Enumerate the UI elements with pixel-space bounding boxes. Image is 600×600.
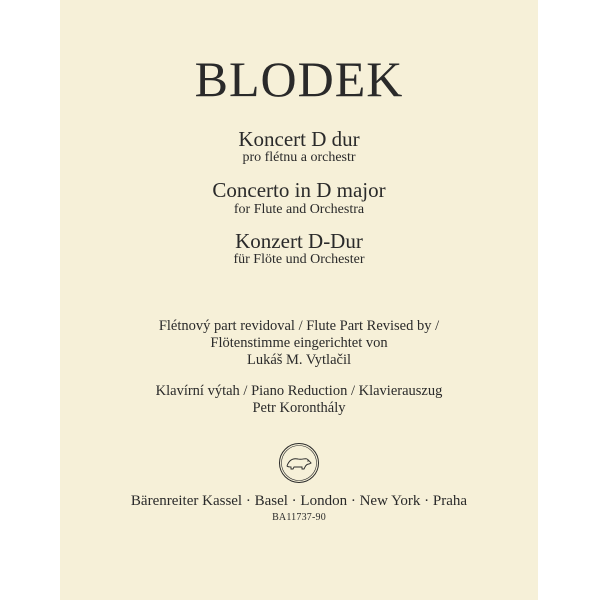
flute-credit-line-1: Flétnový part revidoval / Flute Part Revised by /: [158, 318, 440, 334]
composer-name: BLODEK: [194, 51, 404, 107]
score-cover: [60, 0, 538, 600]
subtitle-czech: pro flétnu a orchestr: [242, 150, 356, 165]
piano-arranger-name: Petr Koronthály: [252, 400, 346, 416]
subtitle-english: for Flute and Orchestra: [233, 202, 365, 217]
flute-credit-line-2: Flötenstimme eingerichtet von: [210, 335, 388, 351]
piano-reduction-credit: [60, 383, 538, 417]
title-english: Concerto in D major: [212, 178, 386, 202]
catalog-number: BA11737-90: [272, 512, 326, 523]
subtitle-german: für Flöte und Orchester: [233, 252, 365, 267]
publisher-cities: Bärenreiter Kassel · Basel · London · New York · Praha: [130, 493, 468, 509]
baerenreiter-bear-seal-icon: [278, 442, 320, 484]
piano-credit-line: Klavírní výtah / Piano Reduction / Klavierauszug: [155, 383, 443, 399]
flute-part-credit: [60, 318, 538, 369]
title-czech: Koncert D dur: [238, 127, 360, 151]
flute-reviser-name: Lukáš M. Vytlačil: [246, 352, 352, 368]
title-german: Konzert D-Dur: [235, 229, 363, 253]
